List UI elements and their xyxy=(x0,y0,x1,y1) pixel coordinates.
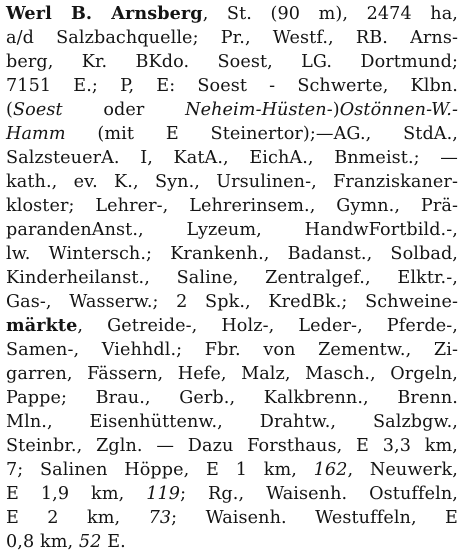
entry-text: ; Waisenh. Westuffeln, E xyxy=(171,508,458,528)
entry-text: oder xyxy=(62,100,186,120)
italic-text: Soest xyxy=(12,100,63,120)
entry-text: Gas-, Wasserw.; 2 Spk., KredBk.; Schweine- xyxy=(6,292,458,312)
entry-text: 7; Salinen Höppe, E 1 km, xyxy=(6,460,314,480)
entry-text: SalzsteuerA. I, KatA., EichA., Bnmeist.; — xyxy=(6,148,458,168)
entry-line xyxy=(6,362,458,386)
entry-text: lw. Wintersch.; Krankenh., Badanst., Solbad, xyxy=(6,244,458,264)
italic-text: 119 xyxy=(146,484,181,504)
entry-text: Samen-, Viehhdl.; Fbr. von Zementw., Zi- xyxy=(6,340,458,360)
entry-line xyxy=(6,410,458,434)
entry-line xyxy=(6,242,458,266)
entry-line xyxy=(6,458,458,482)
italic-text: 52 xyxy=(78,532,102,552)
entry-line xyxy=(6,338,458,362)
entry-text: kath., ev. K., Syn., Ursulinen-, Franziskaner- xyxy=(6,172,458,192)
entry-text: (mit E Steinertor);—AG., StdA., xyxy=(65,124,458,144)
entry-line xyxy=(6,218,458,242)
bold-text: Werl B. Arnsberg xyxy=(6,3,203,24)
entry-text: kloster; Lehrer-, Lehrerinsem., Gymn., Prä- xyxy=(6,196,458,216)
entry-line xyxy=(6,290,458,314)
entry-line xyxy=(6,98,458,122)
entry-line xyxy=(6,482,458,506)
entry-line xyxy=(6,434,458,458)
entry-text: , Getreide-, Holz-, Leder-, Pferde-, xyxy=(77,316,458,336)
entry-text: E. xyxy=(101,532,126,552)
italic-text: 162 xyxy=(313,460,348,480)
entry-text: Steinbr., Zgln. — Dazu Forsthaus, E 3,3 km, xyxy=(6,436,458,456)
italic-text: Hamm xyxy=(6,124,66,144)
entry-line xyxy=(6,530,458,554)
entry-text: E 2 km, xyxy=(6,508,149,528)
entry-text: Mln., Eisenhüttenw., Drahtw., Salzbgw., xyxy=(6,412,458,432)
entry-text: ) xyxy=(332,100,340,120)
entry-text: a/d Salzbachquelle; Pr., Westf., RB. Arns- xyxy=(6,28,458,48)
entry-text: garren, Fässern, Hefe, Malz, Masch., Orgeln, xyxy=(6,364,458,384)
italic-text: Neheim-Hüsten- xyxy=(185,100,333,120)
entry-text: parandenAnst., Lyzeum, HandwFortbild.-, xyxy=(6,220,458,240)
entry-text: Pappe; Brau., Gerb., Kalkbrenn., Brenn. xyxy=(6,388,458,408)
entry-line xyxy=(6,266,458,290)
entry-text: , St. (90 m), 2474 ha, xyxy=(202,4,458,24)
entry-text: 7151 E.; P, E: Soest - Schwerte, Klbn. xyxy=(6,76,458,96)
entry-line xyxy=(6,386,458,410)
entry-text: E 1,9 km, xyxy=(6,484,147,504)
entry-line xyxy=(6,194,458,218)
gazetteer-entry xyxy=(6,2,458,554)
entry-line xyxy=(6,2,458,26)
entry-text: , Neuwerk, xyxy=(347,460,458,480)
entry-text: berg, Kr. BKdo. Soest, LG. Dortmund; xyxy=(6,52,458,72)
entry-line xyxy=(6,314,458,338)
entry-line xyxy=(6,74,458,98)
entry-line xyxy=(6,506,458,530)
entry-line xyxy=(6,146,458,170)
bold-text: märkte xyxy=(6,315,78,336)
entry-line xyxy=(6,26,458,50)
entry-text: ( xyxy=(6,100,13,120)
entry-line xyxy=(6,122,458,146)
entry-text: Kinderheilanst., Saline, Zentralgef., Elktr.-, xyxy=(6,268,458,288)
entry-text: 0,8 km, xyxy=(6,532,79,552)
entry-text: ; Rg., Waisenh. Ostuffeln, xyxy=(180,484,458,504)
italic-text: Ostönnen-W.- xyxy=(339,100,458,120)
entry-line xyxy=(6,170,458,194)
italic-text: 73 xyxy=(148,508,172,528)
entry-line xyxy=(6,50,458,74)
